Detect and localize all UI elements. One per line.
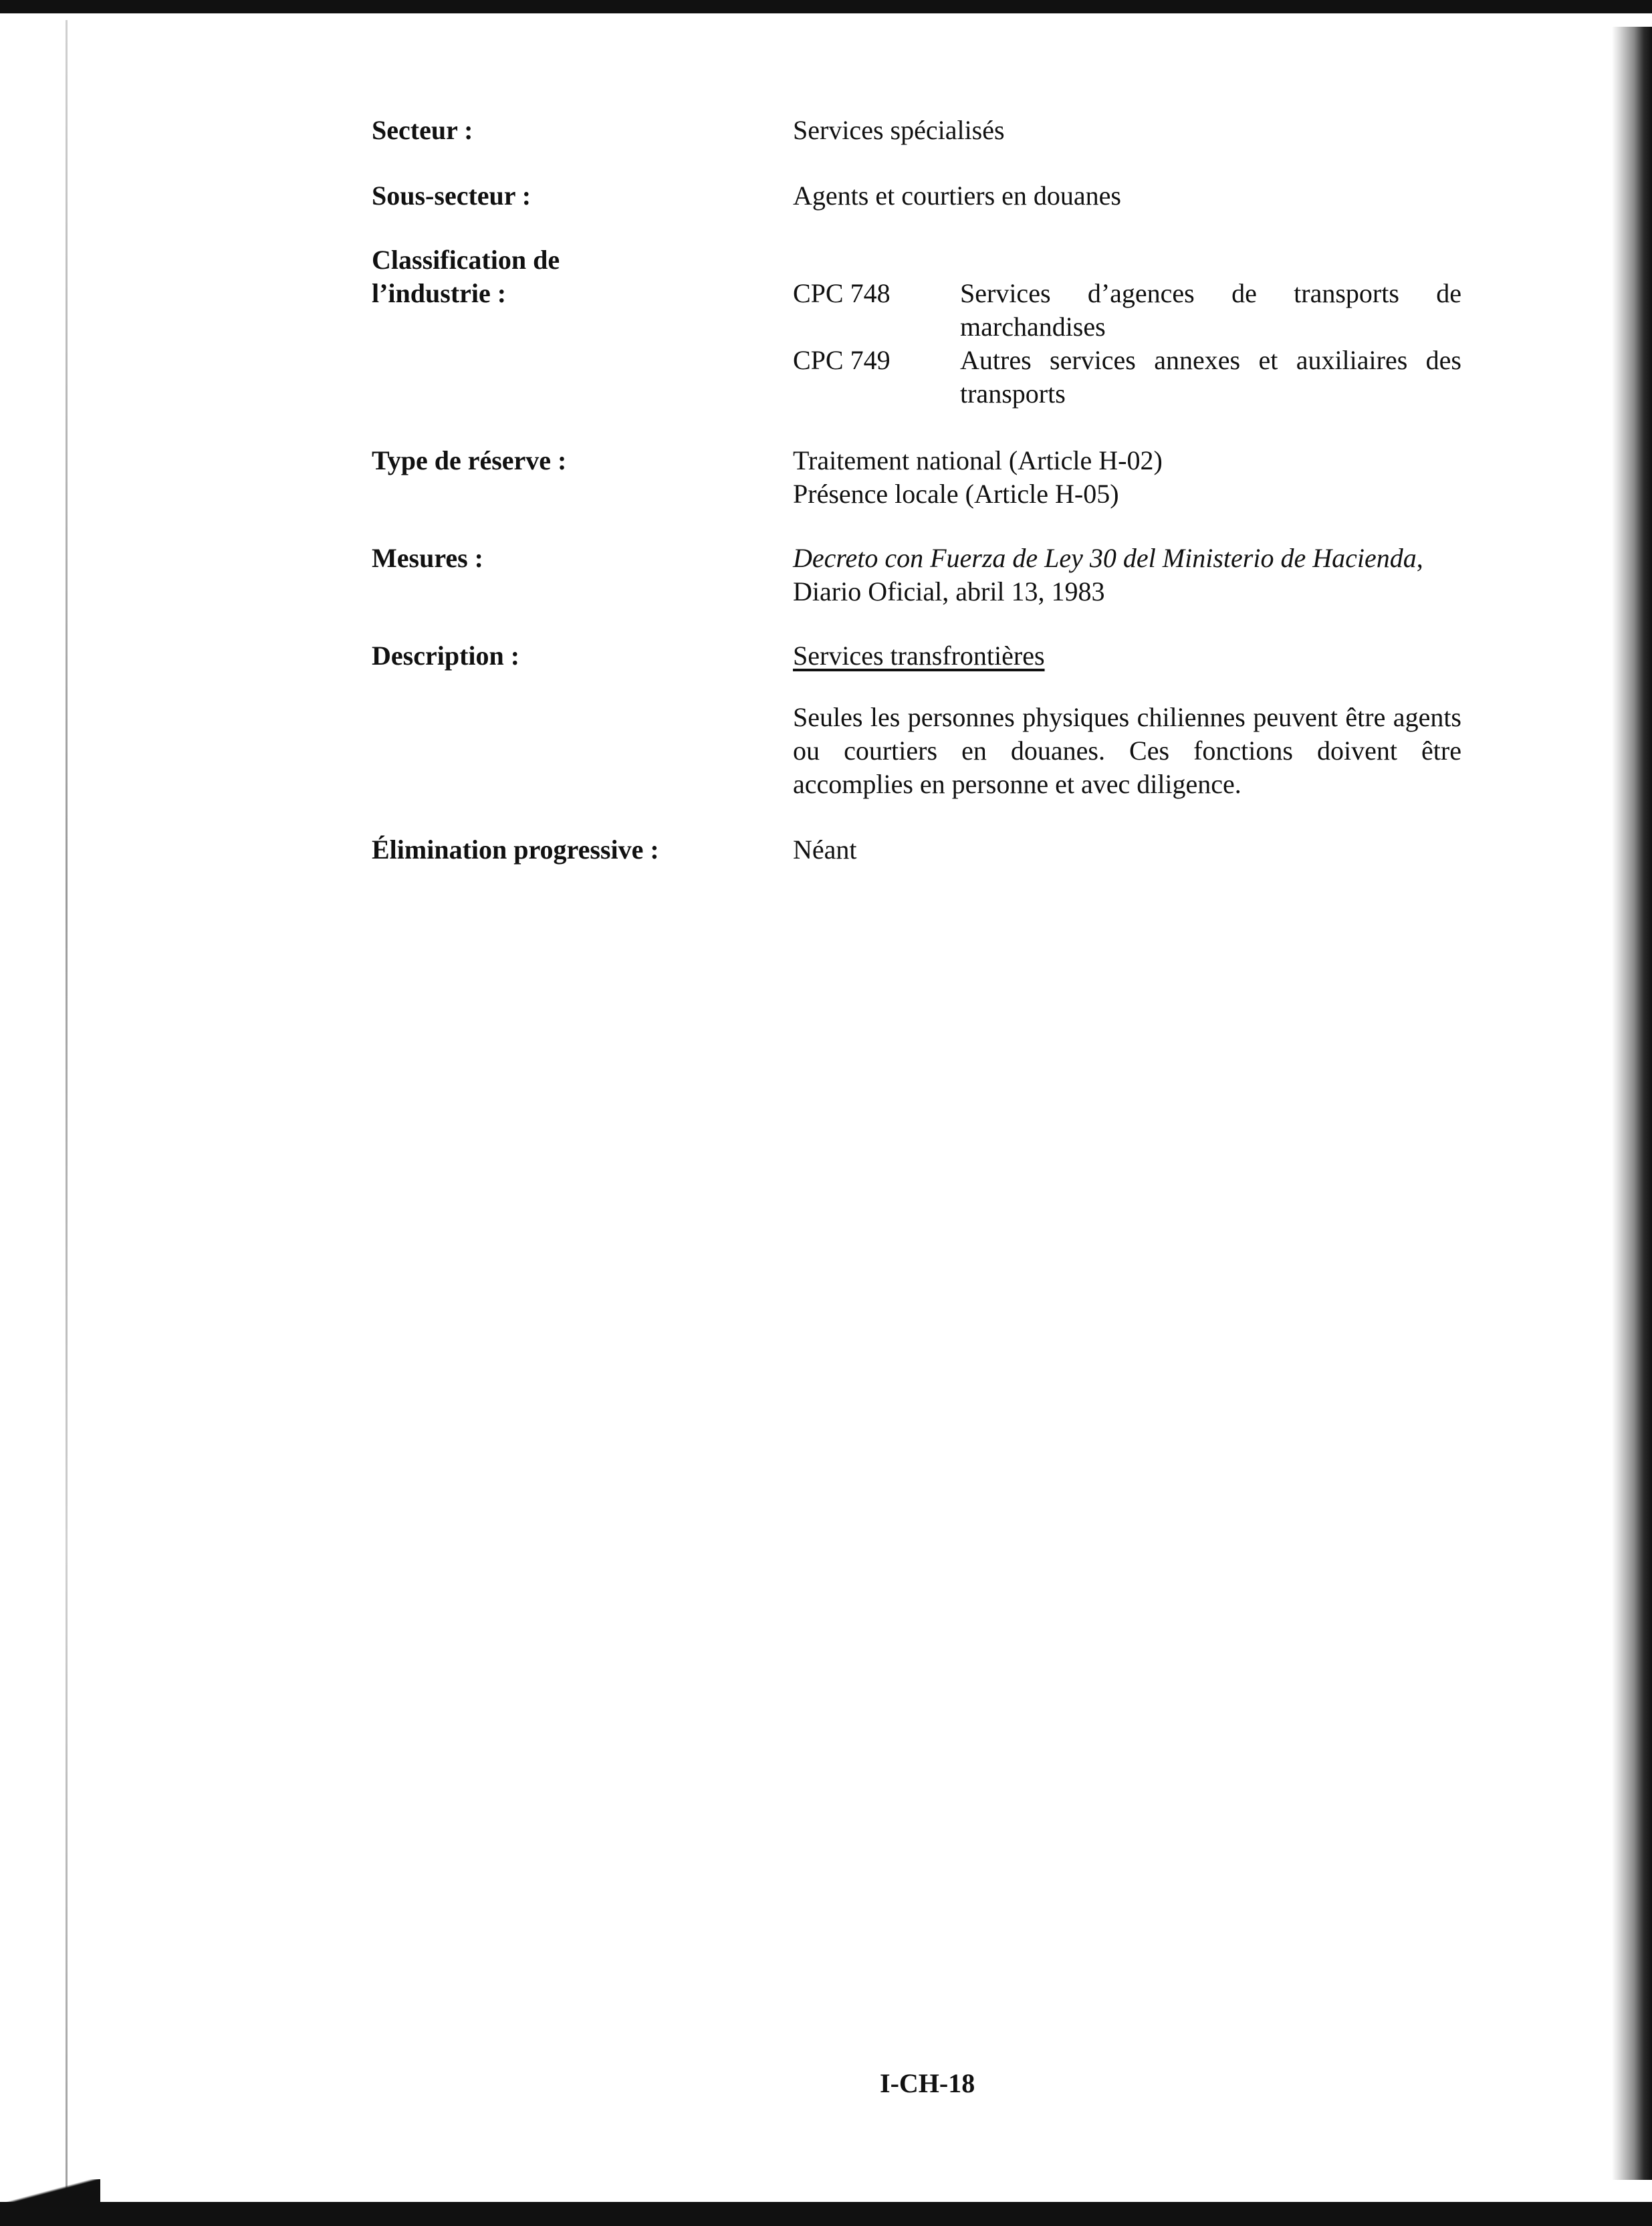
description-value bbox=[793, 639, 1461, 801]
measures-decree-title: Decreto con Fuerza de Ley 30 del Ministerio de Hacienda bbox=[793, 543, 1417, 573]
reservation-type-value bbox=[793, 444, 1461, 511]
description-text: Seules les personnes physiques chiliennes peuvent être agents ou courtiers en douanes. Ces fonctions doivent être accomplies en personne et avec diligence. bbox=[793, 702, 1461, 799]
reservation-type-line1: Traitement national (Article H-02) bbox=[793, 445, 1163, 475]
reservation-type-label: Type de réserve : bbox=[372, 445, 567, 475]
scan-top-border bbox=[0, 0, 1652, 13]
cpc-entry bbox=[793, 277, 1461, 344]
subsector-value: Agents et courtiers en douanes bbox=[793, 181, 1121, 211]
phase-out-row bbox=[372, 833, 1461, 867]
sector-label: Secteur : bbox=[372, 115, 473, 145]
cpc-description bbox=[960, 277, 1461, 344]
measures-row bbox=[372, 542, 1461, 608]
cpc-description-line1: Autres services annexes et auxiliaires des bbox=[960, 345, 1461, 375]
measures-value bbox=[793, 542, 1461, 608]
page-number: I-CH-18 bbox=[880, 2068, 975, 2098]
subsector-label: Sous-secteur : bbox=[372, 181, 532, 211]
classification-label-line1: Classification de bbox=[372, 245, 560, 275]
classification-row bbox=[372, 243, 1461, 411]
classification-label bbox=[372, 243, 793, 411]
sector-row bbox=[372, 114, 1461, 147]
description-label: Description : bbox=[372, 641, 520, 671]
cpc-description-line2: marchandises bbox=[960, 312, 1106, 342]
reservation-type-row bbox=[372, 444, 1461, 511]
cpc-description-line1: Services d’agences de transports de bbox=[960, 278, 1461, 308]
phase-out-value: Néant bbox=[793, 834, 857, 865]
reservation-entry bbox=[372, 114, 1461, 867]
sector-value: Services spécialisés bbox=[793, 115, 1005, 145]
cpc-description bbox=[960, 344, 1461, 411]
scan-bottom-border bbox=[0, 2202, 1652, 2226]
description-row bbox=[372, 639, 1461, 801]
scan-right-shadow bbox=[1612, 27, 1652, 2180]
cpc-code: CPC 749 bbox=[793, 345, 891, 375]
cpc-description-line2: transports bbox=[960, 378, 1066, 409]
measures-label: Mesures : bbox=[372, 543, 483, 573]
scan-left-edge bbox=[66, 20, 68, 2200]
classification-values bbox=[793, 243, 1461, 411]
classification-label-line2: l’industrie : bbox=[372, 278, 507, 308]
reservation-type-line2: Présence locale (Article H-05) bbox=[793, 479, 1119, 509]
phase-out-label: Élimination progressive : bbox=[372, 834, 659, 865]
measures-line2: Diario Oficial, abril 13, 1983 bbox=[793, 576, 1105, 606]
cpc-code: CPC 748 bbox=[793, 278, 891, 308]
subsector-row bbox=[372, 179, 1461, 213]
measures-comma: , bbox=[1416, 543, 1423, 573]
description-heading: Services transfrontières bbox=[793, 641, 1045, 671]
measures-line1 bbox=[793, 542, 1461, 575]
cpc-entry bbox=[793, 344, 1461, 411]
